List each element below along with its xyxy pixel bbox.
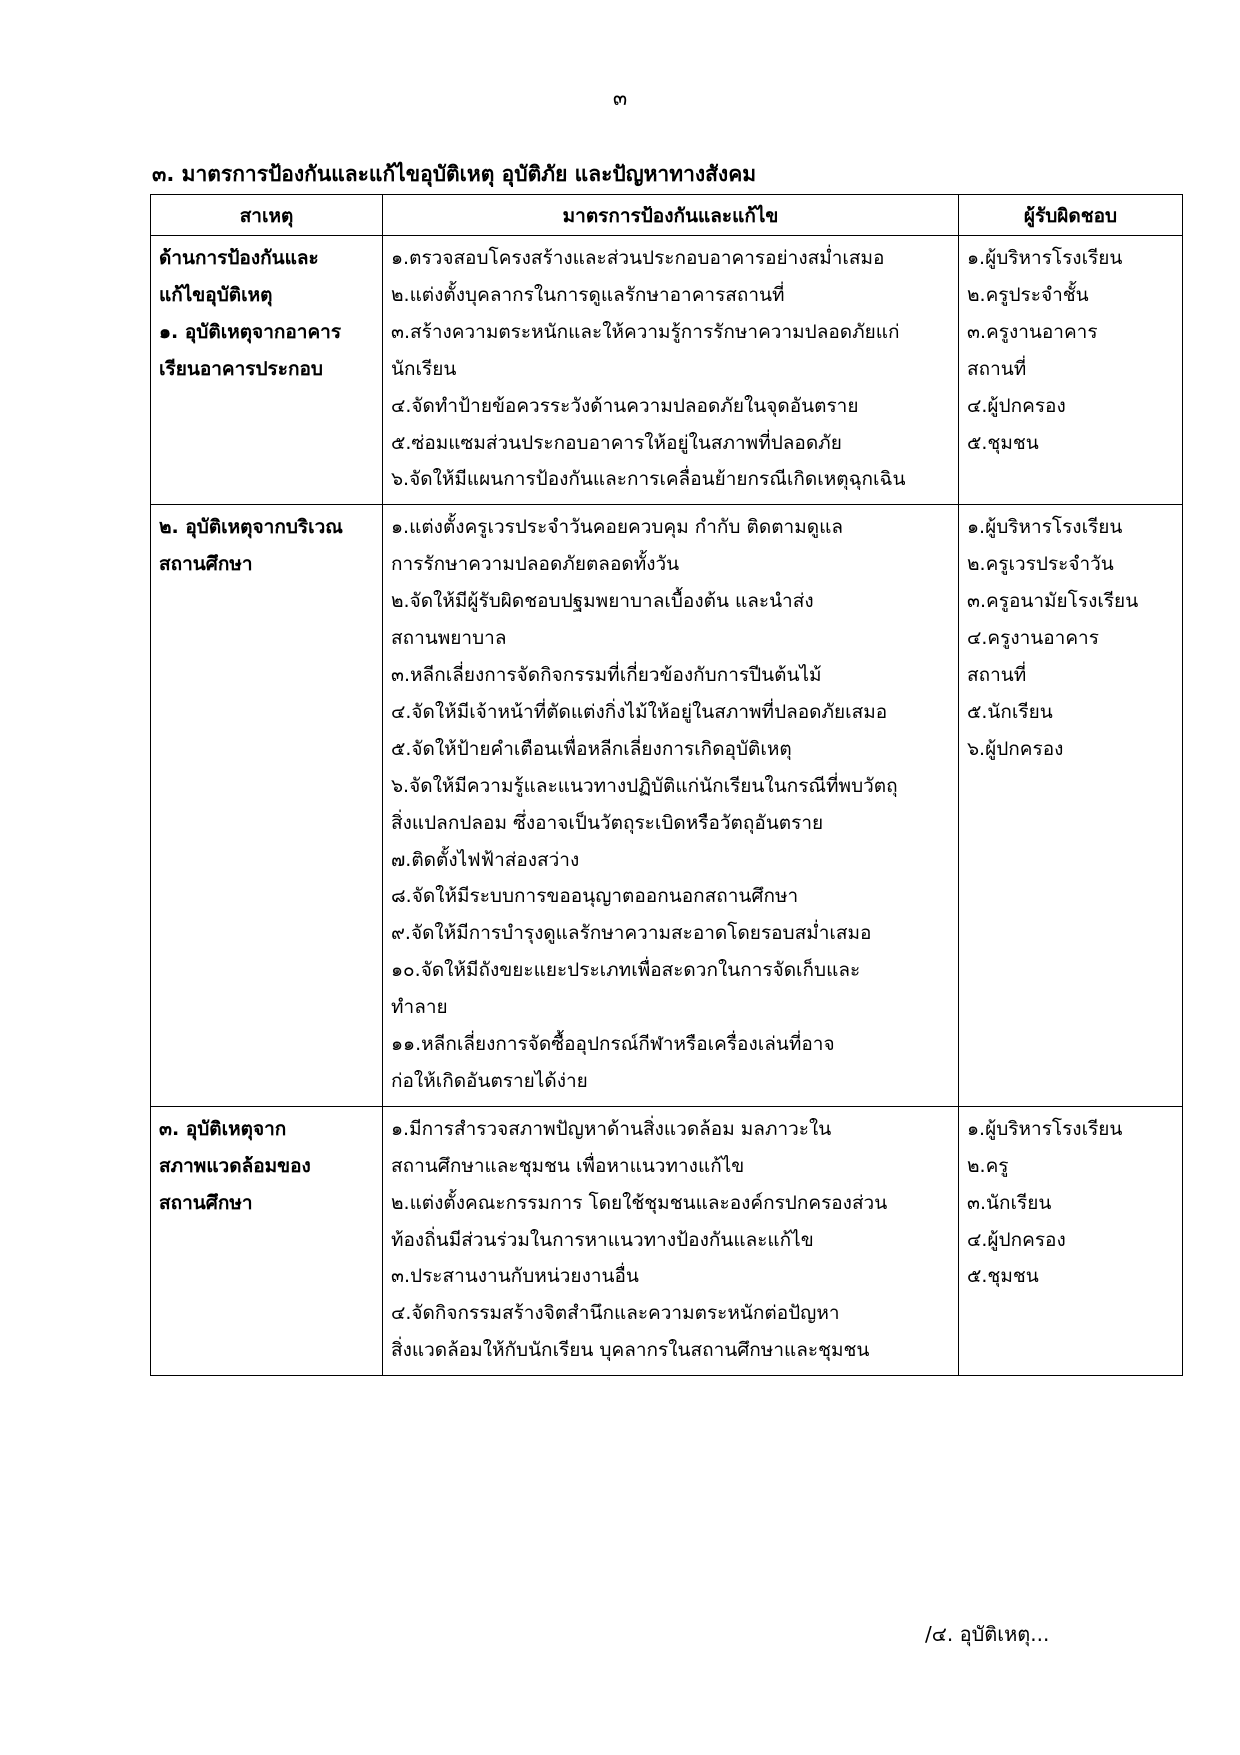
measure-line: ๓.สร้างความตระหนักและให้ความรู้การรักษาความปลอดภัยแก่ [391,320,900,343]
measures-cell [383,505,959,1107]
measure-line: ๕.ซ่อมแซมส่วนประกอบอาคารให้อยู่ในสภาพที่ปลอดภัย [391,431,842,454]
cause-line: ๒. อุบัติเหตุจากบริเวณ [159,516,343,539]
cause-line: สถานศึกษา [159,1191,253,1214]
measures-cell [383,236,959,505]
measure-line: ๓.หลีกเลี่ยงการจัดกิจกรรมที่เกี่ยวข้องกับการปีนต้นไม้ [391,663,822,686]
measure-line: สิ่งแวดล้อมให้กับนักเรียน บุคลากรในสถานศึกษาและชุมชน [391,1339,870,1362]
measures-table [150,194,1183,1376]
table-header-row [151,195,1183,236]
responsible-line: ๕.ชุมชน [967,431,1039,454]
cause-line: ๓. อุบัติเหตุจาก [159,1117,287,1140]
measure-line: ๒.แต่งตั้งคณะกรรมการ โดยใช้ชุมชนและองค์กรปกครองส่วน [391,1191,888,1214]
cause-cell [151,1106,383,1375]
measure-line: ๕.จัดให้ป้ายคำเตือนเพื่อหลีกเลี่ยงการเกิดอุบัติเหตุ [391,737,792,760]
measure-line: ๖.จัดให้มีแผนการป้องกันและการเคลื่อนย้ายกรณีเกิดเหตุฉุกเฉิน [391,468,906,491]
responsible-line: ๑.ผู้บริหารโรงเรียน [967,1117,1123,1140]
measure-line: นักเรียน [391,357,457,380]
responsible-line: ๖.ผู้ปกครอง [967,737,1064,760]
responsible-cell [959,1106,1183,1375]
header-responsible: ผู้รับผิดชอบ [959,195,1183,236]
responsible-line: ๒.ครู [967,1154,1009,1177]
header-cause: สาเหตุ [151,195,383,236]
responsible-line: ๓.ครูอนามัยโรงเรียน [967,590,1139,613]
measure-line: ๑๑.หลีกเลี่ยงการจัดซื้ออุปกรณ์กีฬาหรือเครื่องเล่นที่อาจ [391,1033,835,1056]
cause-line: สภาพแวดล้อมของ [159,1154,311,1177]
page-number: ๓ [612,86,628,110]
responsible-line: ๔.ผู้ปกครอง [967,394,1066,417]
cause-line: เรียนอาคารประกอบ [159,357,323,380]
measure-line: ๔.จัดให้มีเจ้าหน้าที่ตัดแต่งกิ่งไม้ให้อยู่ในสภาพที่ปลอดภัยเสมอ [391,700,888,723]
responsible-line: ๓.ครูงานอาคาร [967,320,1098,343]
measure-line: ๘.จัดให้มีระบบการขออนุญาตออกนอกสถานศึกษา [391,885,799,908]
measure-line: ทำลาย [391,996,448,1019]
responsible-line: ๕.นักเรียน [967,700,1053,723]
header-measures: มาตรการป้องกันและแก้ไข [383,195,959,236]
measure-line: ๓.ประสานงานกับหน่วยงานอื่น [391,1265,639,1288]
cause-line: แก้ไขอุบัติเหตุ [159,283,273,306]
responsible-line: ๓.นักเรียน [967,1191,1052,1214]
section-heading: ๓. มาตรการป้องกันและแก้ไขอุบัติเหตุ อุบัติภัย และปัญหาทางสังคม [152,162,757,186]
measure-line: ๗.ติดตั้งไฟฟ้าส่องสว่าง [391,848,580,871]
responsible-line: ๔.ผู้ปกครอง [967,1228,1066,1251]
table-row [151,1106,1183,1375]
continuation-note: /๔. อุบัติเหตุ... [925,1622,1050,1646]
measure-line: ๔.จัดกิจกรรมสร้างจิตสำนึกและความตระหนักต่อปัญหา [391,1302,840,1325]
responsible-line: สถานที่ [967,663,1027,686]
responsible-line: ๕.ชุมชน [967,1265,1039,1288]
measure-line: ก่อให้เกิดอันตรายได้ง่าย [391,1069,588,1092]
responsible-line: ๔.ครูงานอาคาร [967,627,1099,650]
responsible-line: ๑.ผู้บริหารโรงเรียน [967,516,1123,539]
measure-line: ๖.จัดให้มีความรู้และแนวทางปฏิบัติแก่นักเรียนในกรณีที่พบวัตถุ [391,774,898,797]
cause-cell [151,505,383,1107]
cause-line: ๑. อุบัติเหตุจากอาคาร [159,320,342,343]
measure-line: ๙.จัดให้มีการบำรุงดูแลรักษาความสะอาดโดยรอบสม่ำเสมอ [391,922,872,945]
responsible-line: ๒.ครูเวรประจำวัน [967,553,1114,576]
measure-line: ๒.แต่งตั้งบุคลากรในการดูแลรักษาอาคารสถานที่ [391,283,785,306]
responsible-cell [959,505,1183,1107]
measure-line: ๑.แต่งตั้งครูเวรประจำวันคอยควบคุม กำกับ ติดตามดูแล [391,516,843,539]
measure-line: ๑.มีการสำรวจสภาพปัญหาด้านสิ่งแวดล้อม มลภาวะใน [391,1117,832,1140]
cause-cell [151,236,383,505]
table-row [151,236,1183,505]
measure-line: ๑.ตรวจสอบโครงสร้างและส่วนประกอบอาคารอย่างสม่ำเสมอ [391,247,885,269]
responsible-line: สถานที่ [967,357,1027,380]
measure-line: ๒.จัดให้มีผู้รับผิดชอบปฐมพยาบาลเบื้องต้น และนำส่ง [391,590,814,613]
measure-line: การรักษาความปลอดภัยตลอดทั้งวัน [391,553,680,576]
measure-line: สิ่งแปลกปลอม ซึ่งอาจเป็นวัตถุระเบิดหรือวัตถุอันตราย [391,811,824,834]
responsible-line: ๒.ครูประจำชั้น [967,283,1089,306]
measure-line: ท้องถิ่นมีส่วนร่วมในการหาแนวทางป้องกันและแก้ไข [391,1228,814,1251]
measures-cell [383,1106,959,1375]
responsible-cell [959,236,1183,505]
cause-line: ด้านการป้องกันและ [159,247,319,269]
responsible-line: ๑.ผู้บริหารโรงเรียน [967,247,1123,269]
measure-line: ๔.จัดทำป้ายข้อควรระวังด้านความปลอดภัยในจุดอันตราย [391,394,859,417]
measure-line: ๑๐.จัดให้มีถังขยะแยะประเภทเพื่อสะดวกในการจัดเก็บและ [391,959,861,982]
measure-line: สถานพยาบาล [391,627,507,650]
measure-line: สถานศึกษาและชุมชน เพื่อหาแนวทางแก้ไข [391,1154,745,1177]
table-row [151,505,1183,1107]
cause-line: สถานศึกษา [159,553,253,576]
